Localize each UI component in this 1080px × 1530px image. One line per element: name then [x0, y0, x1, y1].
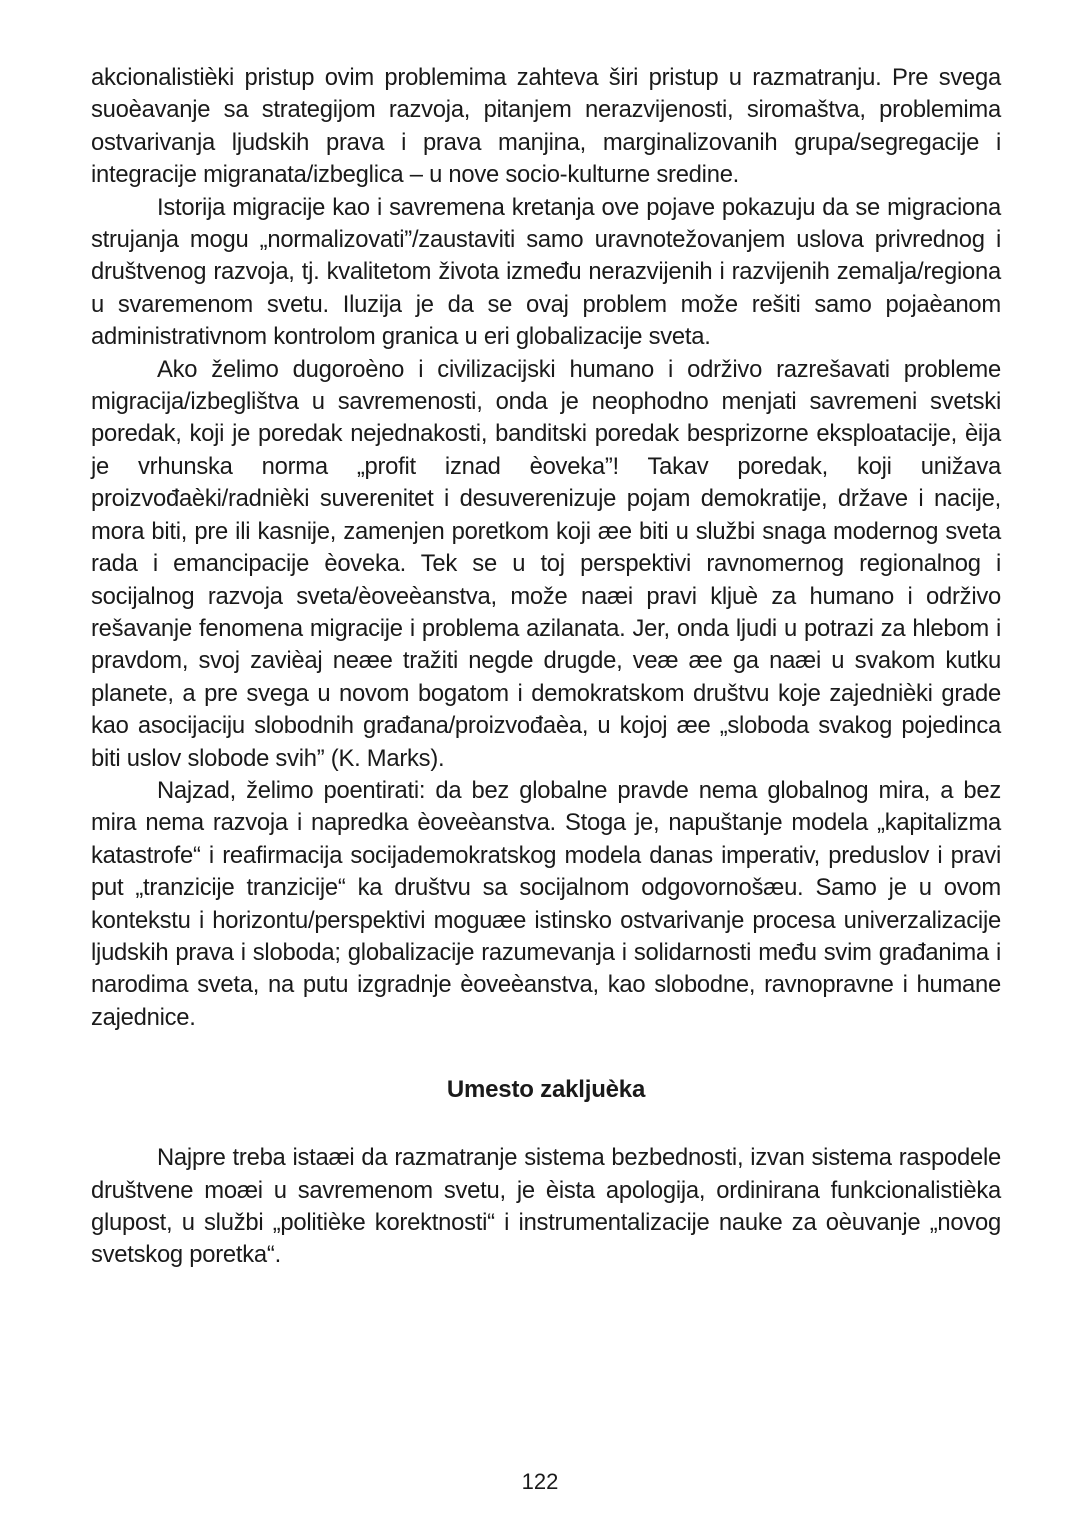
section-heading: Umesto zakljuèka — [446, 1076, 646, 1104]
paragraph-global-justice: Najzad, želimo poentirati: da bez globalne pravde nema globalnog mira, a bez mira nema razvoja i napredka èoveèanstva. Stoga je, napuštanje modela „kapitalizma katastrofe“ i reafirmacija socijademokratskog modela danas imperativ, preduslov i pravi put „tranzicije tranzicije“ ka društvu sa socijalnom odgovornošæu. Samo je u ovom kontekstu i horizontu/perspektivi moguæe istinsko ostvarivanje procesa univerzalizacije ljudskih prava i sloboda; globalizacije razumevanja i solidarnosti među svim građanima i narodima sveta, na putu izgradnje èoveèanstva, kao slobodne, ravnopravne i humane zajednice. — [91, 776, 1001, 1031]
paragraph-world-order: Ako želimo dugoroèno i civilizacijski humano i održivo razrešavati probleme migracija/izbeglištva u savremenosti, onda je neophodno menjati savremeni svetski poredak, koji je poredak nejednakosti, banditski poredak besprizorne eksploatacije, èija je vrhunska norma „profit iznad èoveka”! Takav poredak, koji unižava proizvođaèki/radnièki suverenitet i desuverenizuje pojam demokratije, države i nacije, mora biti, pre ili kasnije, zamenjen poretkom koji æe biti u službi snaga modernog sveta rada i emancipacije èoveka. Tek se u toj perspektivi ravnomernog regionalnog i socijalnog razvoja sveta/èoveèanstva, može naæi pravi kljuè za humano i održivo rešavanje fenomena migracije i problema azilanata. Jer, onda ljudi u potrazi za hlebom i pravdom, svoj zavièaj neæe tražiti negde drugde, veæ æe ga naæi u svakom kutku planete, a pre svega u novom bogatom i demokratskom društvu koje zajednièki grade kao asocijaciju slobodnih građana/proizvođaèa, u kojoj æe „sloboda svakog pojedinca biti uslov slobode svih” (K. Marks). — [91, 355, 1001, 772]
page-number: 122 — [521, 1469, 559, 1494]
paragraph-migration-history: Istorija migracije kao i savremena kretanja ove pojave pokazuju da se migraciona strujanja mogu „normalizovati”/zaustaviti samo uravnotežovanjem uslova privrednog i društvenog razvoja, tj. kvalitetom života između nerazvijenih i razvijenih zemalja/regiona u svaremenom svetu. Iluzija je da se ovaj problem može rešiti samo pojaèanom administrativnom kontrolom granica u eri globalizacije sveta. — [91, 193, 1001, 351]
page-body — [91, 62, 1001, 1272]
paragraph-continuation: akcionalistièki pristup ovim problemima zahteva širi pristup u razmatranju. Pre svega suoèavanje sa strategijom razvoja, pitanjem nerazvijenosti, siromaštva, problemima ostvarivanja ljudskih prava i prava manjina, marginalizovanih grupa/segregacije i integracije migranata/izbeglica – u nove socio-kulturne sredine. — [91, 64, 1001, 189]
paragraph-conclusion: Najpre treba istaæi da razmatranje sistema bezbednosti, izvan sistema raspodele društvene moæi u savremenom svetu, je èista apologija, ordinirana funkcionalistièka glupost, u službi „politièke korektnosti“ i instrumentalizacije nauke za oèuvanje „novog svetskog poretka“. — [91, 1144, 1001, 1269]
